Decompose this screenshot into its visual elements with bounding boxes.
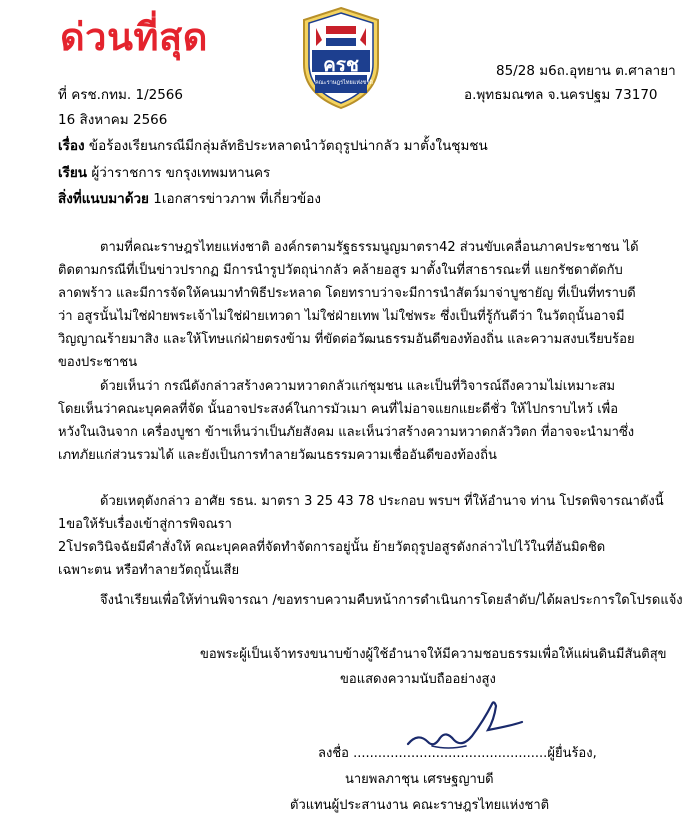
signature-dots: ...............................................: [353, 746, 548, 761]
signer-position: ตัวแทนผู้ประสานงาน คณะราษฎรไทยแห่งชาติ: [290, 798, 550, 813]
sender-address-line1: 85/28 ม6ถ.อุทยาน ต.ศาลายา: [496, 63, 676, 79]
recipient-label: เรียน: [58, 165, 88, 181]
logo-text: ครช: [323, 54, 359, 76]
body-paragraph-2: ด้วยเห็นว่า กรณีดังกล่าวสร้างความหวาดกลัวแก่ชุมชน และเป็นที่วิจารณ์ถึงความไม่เหมาะสม โดยเห็นว่าคณะบุคคลที่จัด นั้นอาจประสงค์ในการมัวเมา คนที่ไม่อาจแยกแยะดีชั่ว ให้ไปกราบไหว้ เพื่อหวังในเงินจาก เครื่องบูชา ข้าฯเห็นว่าเป็นภัยสังคม และเห็นว่าสร้างความหวาดกลัววิตก ที่อาจจะนำมาซึ่งเภทภัยแก่ส่วนรวมได้ และยังเป็นการทำลายวัฒนธรรมความเชื่ออันดีของท้องถิ่น: [58, 379, 635, 463]
recipient-text: ผู้ว่าราชการ ขกรุงเทพมหานคร: [91, 165, 271, 181]
subject-text: ข้อร้องเรียนกรณีมีกลุ่มลัทธิประหลาดนำวัตถุรูปน่ากลัว มาตั้งในชุมชน: [88, 138, 488, 154]
regards-line: ขอแสดงความนับถืออย่างสูง: [340, 672, 496, 687]
attachment-line: [58, 191, 321, 207]
signature-suffix: ผู้ยื่นร้อง,: [547, 746, 597, 761]
organization-logo: [300, 6, 382, 110]
reference-number: ที่ ครช.กทม. 1/2566: [58, 87, 183, 103]
body-paragraph-1: ตามที่คณะราษฎรไทยแห่งชาติ องค์กรตามรัฐธรรมนูญมาตรา42 ส่วนขับเคลื่อนภาคประชาชน ได้ติดตามกรณีที่เป็นข่าวปรากฏ มีการนำรูปวัตถุน่ากลัว คล้ายอสูร มาตั้งในที่สาธารณะที่ แยกรัชดาตัดกับลาดพร้าว และมีการจัดให้คนมาทำพิธีประหลาด โดยทราบว่าจะมีการนำสัตว์มาจ่าบูชายัญ ที่เป็นที่ทราบดีว่า อสูรนั้นไม่ใช่ฝ่ายพระเจ้าไม่ใช่ฝ่ายเทวดา ไม่ใช่ฝ่ายเทพ ไม่ใช่พระ ซึ่งเป็นที่รู้กันดีว่า ในวัตถุนั้นอาจมีวิญญาณร้ายมาสิง และให้โทษแก่ฝ่ายตรงข้าม ที่ขัดต่อวัฒนธรรมอันดีของท้องถิ่น และความสงบเรียบร้อยของประชาชน: [58, 240, 639, 370]
blessing-line: ขอพระผู้เป็นเจ้าทรงขนาบข้างผู้ใช้อำนาจให้มีความชอบธรรมเพื่อให้แผ่นดินมีสันติสุข: [200, 647, 667, 662]
request-item-2: 2โปรดวินิจฉัยมีคำสั่งให้ คณะบุคคลที่จัดทำจัดการอยู่นั้น ย้ายวัตถุรูปอสูรดังกล่าวไปไว้ในที่อันมิดชิด เฉพาะตน หรือทำลายวัตถุนั้นเสีย: [58, 540, 606, 578]
attachment-label: สิ่งที่แนบมาด้วย: [58, 191, 149, 207]
signature-line: [318, 742, 597, 765]
urgency-stamp: ด่วนที่สุด: [60, 15, 208, 59]
signature-label: ลงชื่อ: [318, 746, 349, 761]
subject-line: [58, 138, 488, 154]
closing-request: จึงนำเรียนเพื่อให้ท่านพิจารณา /ขอทราบความคืบหน้าการดำเนินการโดยลำดับ/ได้ผลประการใดโปรดแจ้ง: [100, 593, 683, 608]
letter-date: 16 สิงหาคม 2566: [58, 112, 168, 128]
body-paragraph-3: ด้วยเหตุดังกล่าว อาศัย รธน. มาตรา 3 25 43 78 ประกอบ พรบฯ ที่ให้อำนาจ ท่าน โปรดพิจารณาดังนี้: [100, 494, 664, 509]
signer-name: นายพลภาชุน เศรษฐญาบดี: [345, 772, 494, 787]
attachment-text: 1เอกสารข่าวภาพ ที่เกี่ยวข้อง: [153, 191, 321, 207]
subject-label: เรื่อง: [58, 138, 85, 154]
recipient-line: [58, 165, 270, 181]
sender-address-line2: อ.พุทธมณฑล จ.นครปฐม 73170: [464, 87, 658, 103]
logo-subtitle: คณะราษฎรไทยแห่งชาติ: [315, 80, 373, 86]
request-item-1: 1ขอให้รับเรื่องเข้าสู่การพิจณรา: [58, 517, 232, 532]
